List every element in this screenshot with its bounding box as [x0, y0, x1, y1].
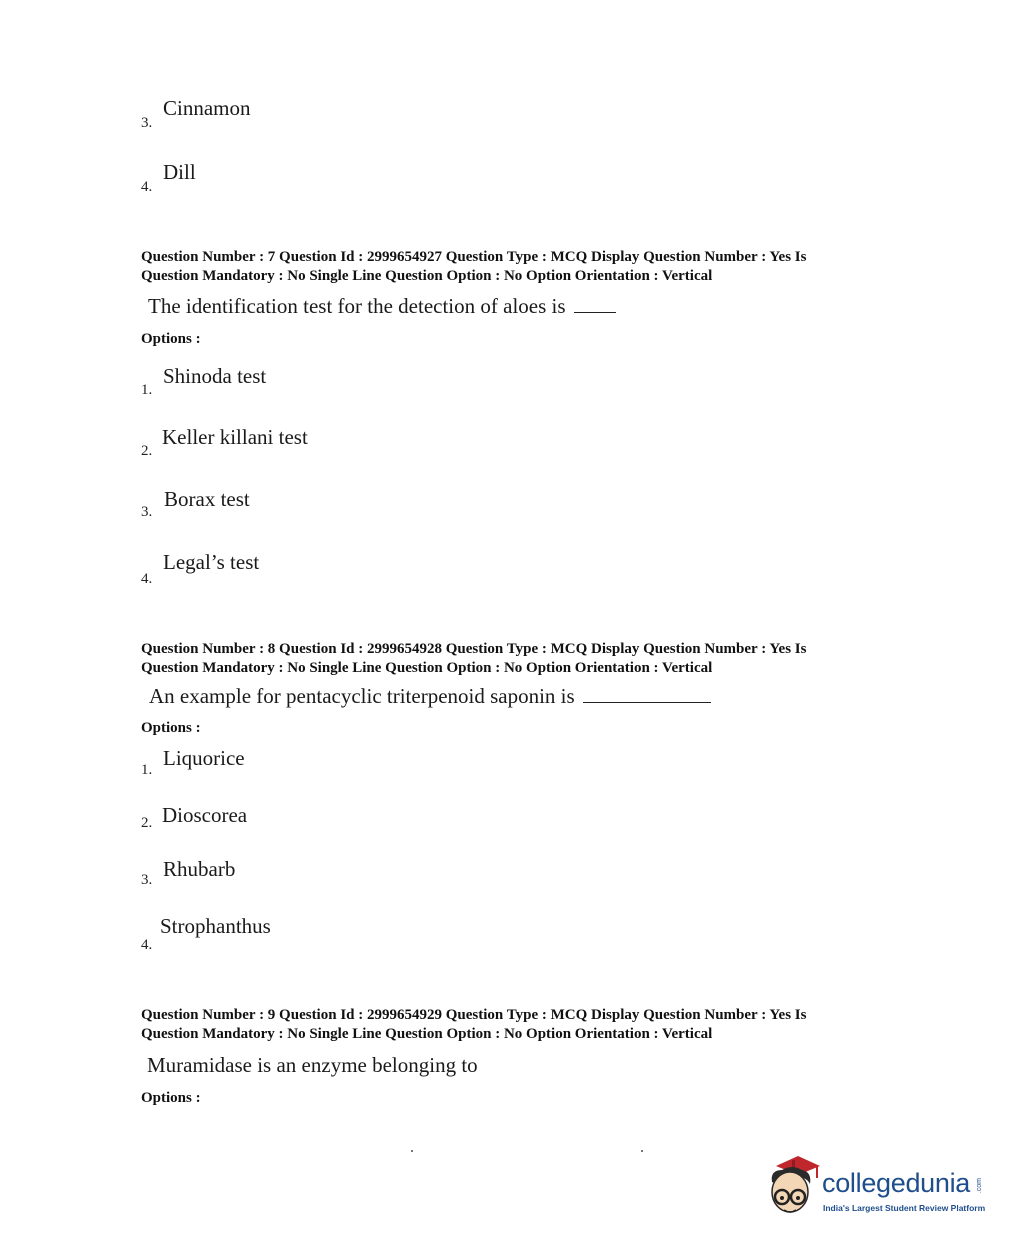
- options-label: Options :: [141, 1090, 201, 1106]
- option-text: Rhubarb: [163, 857, 236, 881]
- question-text: Muramidase is an enzyme belonging to: [147, 1053, 478, 1077]
- question-meta-line1: Question Number : 7 Question Id : 2999654927 Question Type : MCQ Display Question Number : Yes Is: [141, 249, 807, 265]
- question-meta-line2: Question Mandatory : No Single Line Question Option : No Option Orientation : Vertical: [141, 1026, 713, 1042]
- question-meta-line2: Question Mandatory : No Single Line Question Option : No Option Orientation : Vertical: [141, 268, 713, 284]
- option-text: Strophanthus: [160, 914, 271, 938]
- option-number: 4.: [141, 179, 153, 195]
- options-label: Options :: [141, 720, 201, 736]
- question-meta: [141, 640, 806, 678]
- option-number: 3.: [141, 504, 153, 520]
- option-number: 3.: [141, 872, 153, 888]
- option-number: 2.: [141, 443, 153, 459]
- option-text: Cinnamon: [163, 96, 251, 120]
- option-number: 3.: [141, 115, 153, 131]
- collegedunia-logo[interactable]: [762, 1152, 994, 1224]
- option-text: Dioscorea: [162, 803, 248, 827]
- logo-suffix: .com: [976, 1178, 983, 1194]
- mascot-icon: [762, 1152, 824, 1224]
- answer-blank: [583, 688, 711, 703]
- question-text: [149, 684, 711, 709]
- logo-tagline: India's Largest Student Review Platform: [823, 1203, 986, 1213]
- option-text: Keller killani test: [162, 425, 308, 449]
- answer-blank: [574, 298, 616, 313]
- option-number: 1.: [141, 762, 153, 778]
- options-label: Options :: [141, 331, 201, 347]
- question-text-content: An example for pentacyclic triterpenoid saponin is: [149, 684, 575, 708]
- option-number: 1.: [141, 382, 153, 398]
- option-text: Legal’s test: [163, 550, 260, 574]
- option-text: Dill: [163, 160, 196, 184]
- option-number: 4.: [141, 571, 153, 587]
- question-meta: [141, 1006, 806, 1044]
- question-meta-line1: Question Number : 9 Question Id : 2999654929 Question Type : MCQ Display Question Number : Yes Is: [141, 1007, 807, 1023]
- option-number: 2.: [141, 815, 153, 831]
- scan-mark: [641, 1150, 643, 1152]
- question-meta: [141, 248, 806, 286]
- question-meta-line1: Question Number : 8 Question Id : 2999654928 Question Type : MCQ Display Question Number : Yes Is: [141, 641, 807, 657]
- option-text: Liquorice: [163, 746, 245, 770]
- question-meta-line2: Question Mandatory : No Single Line Question Option : No Option Orientation : Vertical: [141, 660, 713, 676]
- option-number: 4.: [141, 937, 153, 953]
- scan-mark: [411, 1150, 413, 1152]
- question-text-content: The identification test for the detection of aloes is: [148, 294, 566, 318]
- logo-wordmark: collegedunia: [822, 1168, 971, 1198]
- option-text: Borax test: [164, 487, 250, 511]
- option-text: Shinoda test: [163, 364, 267, 388]
- question-text: [148, 294, 616, 319]
